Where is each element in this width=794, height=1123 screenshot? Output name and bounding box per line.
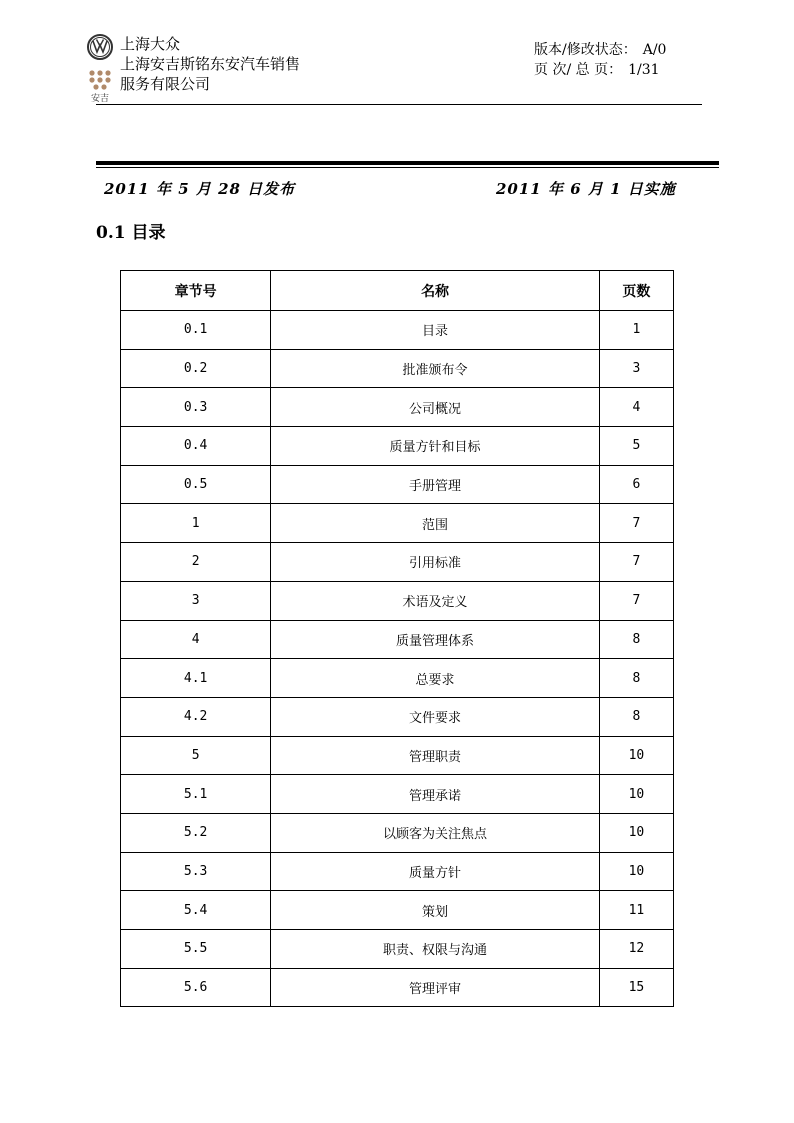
chapter-name: 质量方针和目标: [271, 427, 600, 466]
chapter-name: 引用标准: [271, 543, 600, 582]
chapter-name: 职责、权限与沟通: [271, 930, 600, 969]
table-row: [121, 659, 674, 698]
chapter-name: 术语及定义: [271, 581, 600, 620]
table-row: [121, 311, 674, 350]
chapter-name: 公司概况: [271, 388, 600, 427]
table-row: [121, 349, 674, 388]
company-line-3: 服务有限公司: [120, 75, 211, 93]
page-number: 7: [599, 504, 673, 543]
svg-text:安吉: 安吉: [90, 94, 110, 104]
chapter-number: 0.2: [121, 349, 271, 388]
chapter-name: 管理承诺: [271, 775, 600, 814]
page-number: 10: [599, 852, 673, 891]
page-number: 4: [599, 388, 673, 427]
vw-logo-icon: [87, 34, 113, 60]
page-number: 15: [599, 968, 673, 1007]
table-row: [121, 775, 674, 814]
table-row: [121, 427, 674, 466]
chapter-number: 0.4: [121, 427, 271, 466]
chapter-number: 5.6: [121, 968, 271, 1007]
table-header-row: [121, 271, 674, 311]
chapter-number: 5: [121, 736, 271, 775]
chapter-number: 5.4: [121, 891, 271, 930]
chapter-number: 4: [121, 620, 271, 659]
chapter-name: 策划: [271, 891, 600, 930]
page-number: 10: [599, 813, 673, 852]
chapter-name: 批准颁布令: [271, 349, 600, 388]
company-line-1: 上海大众: [120, 35, 181, 53]
title-divider-thin: [96, 167, 719, 168]
table-row: [121, 388, 674, 427]
chapter-number: 4.2: [121, 697, 271, 736]
chapter-name: 质量方针: [271, 852, 600, 891]
chapter-number: 0.5: [121, 465, 271, 504]
chapter-number: 3: [121, 581, 271, 620]
table-row: [121, 930, 674, 969]
version-label: 版本/修改状态：: [534, 42, 637, 58]
page-label: 页 次/ 总 页：: [534, 62, 623, 78]
effective-date: 2011 年 6 月 1 日实施: [496, 180, 676, 198]
table-row: [121, 543, 674, 582]
table-row: [121, 852, 674, 891]
page-number: 10: [599, 775, 673, 814]
anji-logo-icon: [84, 68, 116, 104]
page-number: 5: [599, 427, 673, 466]
header-name: 名称: [271, 271, 600, 311]
chapter-number: 5.3: [121, 852, 271, 891]
chapter-name: 管理评审: [271, 968, 600, 1007]
page-number: 3: [599, 349, 673, 388]
document-header: [84, 32, 704, 104]
page-number: 12: [599, 930, 673, 969]
table-row: [121, 697, 674, 736]
chapter-name: 目录: [271, 311, 600, 350]
table-row: [121, 813, 674, 852]
publish-date: 2011 年 5 月 28 日发布: [104, 180, 296, 198]
section-title: 0.1 目录: [96, 223, 166, 243]
chapter-number: 4.1: [121, 659, 271, 698]
header-page: 页数: [599, 271, 673, 311]
page-number: 8: [599, 659, 673, 698]
toc-table: [120, 270, 674, 1007]
header-divider: [96, 104, 702, 105]
chapter-number: 1: [121, 504, 271, 543]
table-row: [121, 581, 674, 620]
page-number: 1: [599, 311, 673, 350]
header-chapter: 章节号: [121, 271, 271, 311]
page-number: 7: [599, 543, 673, 582]
chapter-name: 范围: [271, 504, 600, 543]
title-divider-thick: [96, 161, 719, 165]
chapter-number: 5.2: [121, 813, 271, 852]
company-line-2: 上海安吉斯铭东安汽车销售: [120, 55, 301, 73]
version-value: A/0: [642, 42, 667, 58]
chapter-name: 以顾客为关注焦点: [271, 813, 600, 852]
version-info: [534, 40, 666, 80]
table-row: [121, 891, 674, 930]
chapter-name: 文件要求: [271, 697, 600, 736]
page-number: 8: [599, 620, 673, 659]
chapter-number: 5.5: [121, 930, 271, 969]
chapter-number: 0.3: [121, 388, 271, 427]
chapter-number: 0.1: [121, 311, 271, 350]
table-row: [121, 465, 674, 504]
table-row: [121, 504, 674, 543]
page-value: 1/31: [628, 62, 660, 78]
table-row: [121, 736, 674, 775]
page-number: 10: [599, 736, 673, 775]
page-number: 8: [599, 697, 673, 736]
page-number: 11: [599, 891, 673, 930]
table-row: [121, 620, 674, 659]
page-number: 7: [599, 581, 673, 620]
chapter-number: 2: [121, 543, 271, 582]
page-number: 6: [599, 465, 673, 504]
chapter-number: 5.1: [121, 775, 271, 814]
table-row: [121, 968, 674, 1007]
chapter-name: 总要求: [271, 659, 600, 698]
chapter-name: 手册管理: [271, 465, 600, 504]
company-name: [120, 34, 300, 94]
chapter-name: 质量管理体系: [271, 620, 600, 659]
chapter-name: 管理职责: [271, 736, 600, 775]
